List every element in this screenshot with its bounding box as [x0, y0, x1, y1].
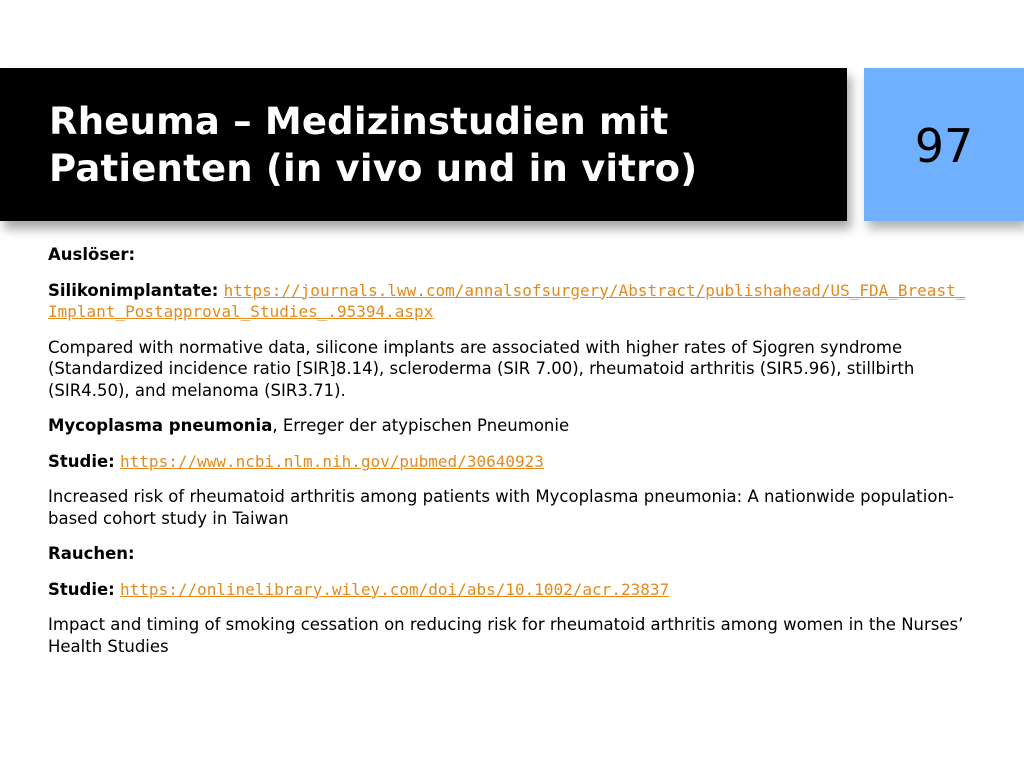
slide-content [48, 244, 973, 671]
mycoplasma-rest: , Erreger der atypischen Pneumonie [272, 416, 570, 435]
studie2-label: Studie: [48, 579, 115, 599]
silikon-link[interactable]: https://journals.lww.com/annalsofsurgery/Abstract/publishahead/US_FDA_Breast_Implant_Postapproval_Studies_.95394.aspx [48, 280, 966, 321]
slide-number: 97 [914, 119, 974, 173]
mycoplasma-paragraph [48, 415, 973, 437]
studie1-description: Increased risk of rheumatoid arthritis among patients with Mycoplasma pneumonia: A nationwide population-based cohort study in Taiwan [48, 487, 954, 528]
slide-title-line2: Patienten (in vivo und in vitro) [49, 147, 698, 190]
studie2-description: Impact and timing of smoking cessation on reducing risk for rheumatoid arthritis among women in the Nurses’ Health Studies [48, 615, 964, 656]
ausloeser-heading [48, 244, 973, 266]
studie1-label: Studie: [48, 451, 115, 471]
silikon-label: Silikonimplantate: [48, 280, 219, 300]
silikon-paragraph [48, 280, 973, 323]
ausloeser-label: Auslöser: [48, 245, 136, 264]
studie2-link[interactable]: https://onlinelibrary.wiley.com/doi/abs/10.1002/acr.23837 [120, 579, 670, 599]
rauchen-label: Rauchen: [48, 544, 135, 563]
silikon-description: Compared with normative data, silicone implants are associated with higher rates of Sjogren syndrome (Standardized incidence ratio [SIR]8.14), scleroderma (SIR 7.00), rheumatoid arthritis (SIR5.96), stillbirth (SIR4.50), and melanoma (SIR3.71). [48, 337, 915, 400]
rauchen-heading [48, 543, 973, 565]
studie1-link[interactable]: https://www.ncbi.nlm.nih.gov/pubmed/30640923 [120, 451, 544, 471]
studie2-paragraph [48, 579, 973, 601]
mycoplasma-bold: Mycoplasma pneumonia [48, 416, 273, 435]
slide-title-line1: Rheuma – Medizinstudien mit [49, 100, 669, 143]
slide-title [49, 98, 829, 192]
studie1-paragraph [48, 451, 973, 473]
